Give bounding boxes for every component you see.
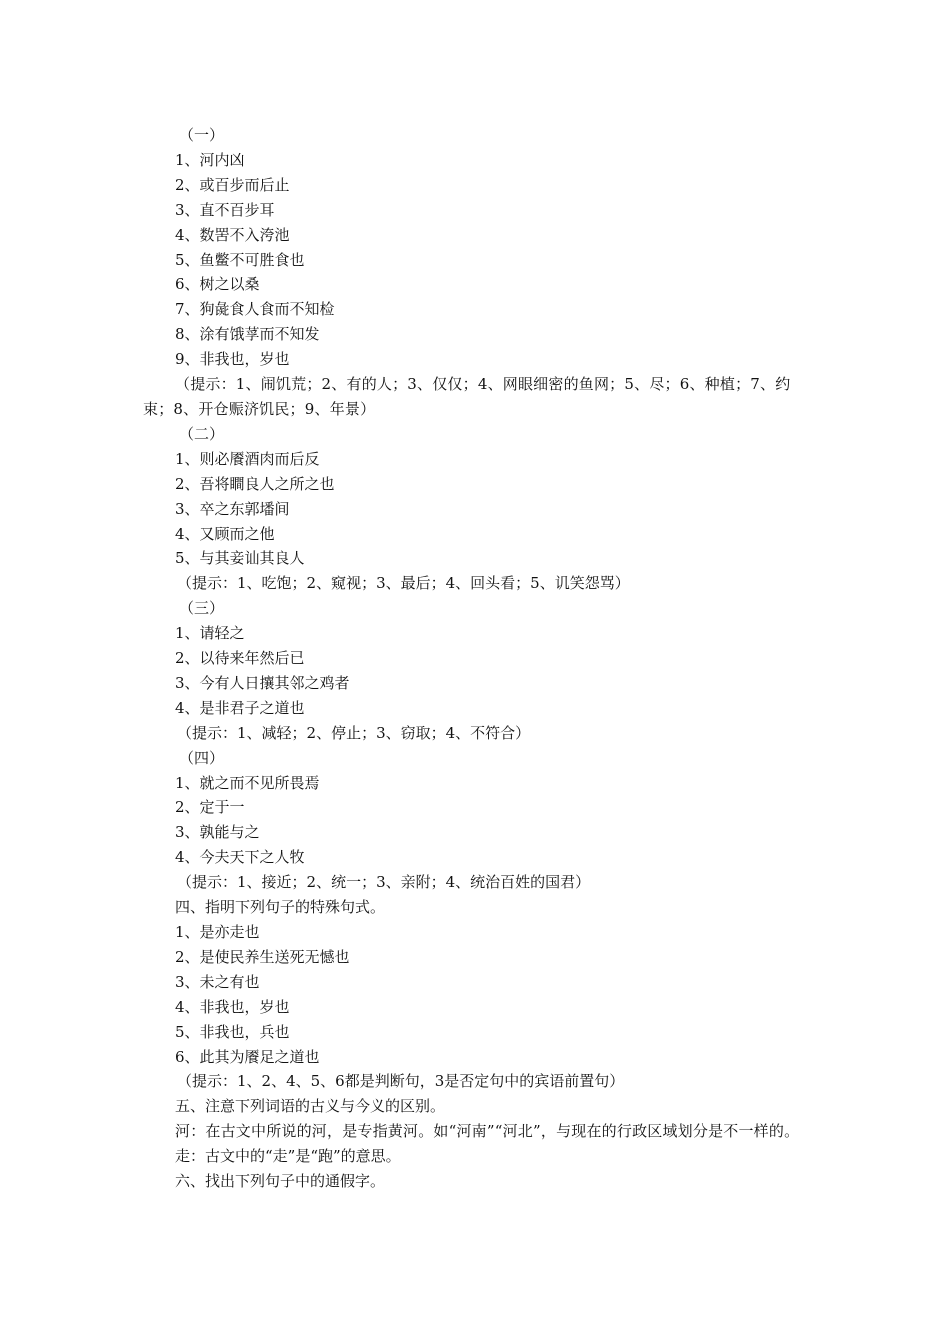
- list-item: 4、非我也，岁也: [175, 997, 290, 1016]
- section-heading: （四）: [179, 748, 225, 767]
- list-item: 3、直不百步耳: [175, 200, 275, 219]
- list-item: 2、定于一: [175, 798, 245, 817]
- hint-paragraph: （提示：1、2、4、5、6都是判断句，3是否定句中的宾语前置句）: [177, 1072, 625, 1091]
- list-item: 4、数罟不入洿池: [175, 225, 290, 244]
- list-item: 2、以待来年然后已: [175, 649, 305, 668]
- list-item: 8、涂有饿莩而不知发: [175, 325, 320, 344]
- list-item: 1、河内凶: [175, 150, 245, 169]
- list-item: 2、吾将瞷良人之所之也: [175, 474, 335, 493]
- list-item: 五、注意下列词语的古义与今义的区别。: [175, 1097, 446, 1116]
- hint-paragraph: （提示：1、吃饱；2、窥视；3、最后；4、回头看；5、讥笑怨骂）: [177, 574, 630, 593]
- list-item: 4、今夫天下之人牧: [175, 848, 305, 867]
- list-item: 2、是使民养生送死无憾也: [175, 947, 350, 966]
- list-item: 5、与其妾讪其良人: [175, 549, 305, 568]
- list-item: 5、鱼鳖不可胜食也: [175, 250, 305, 269]
- list-item: 走：古文中的“走”是“跑”的意思。: [175, 1147, 401, 1166]
- hint-paragraph: 河：在古文中所说的河，是专指黄河。如“河南”“河北”，与现在的行政区域划分是不一样的。: [175, 1122, 800, 1141]
- list-item: 3、卒之东郭墦间: [175, 499, 290, 518]
- list-item: 3、未之有也: [175, 972, 260, 991]
- hint-paragraph: （提示：1、接近；2、统一；3、亲附；4、统治百姓的国君）: [177, 873, 591, 892]
- document-body: [143, 123, 813, 1194]
- list-item: 4、是非君子之道也: [175, 698, 305, 717]
- list-item: 5、非我也，兵也: [175, 1022, 290, 1041]
- section-heading: （三）: [179, 599, 225, 618]
- list-item: 2、或百步而后止: [175, 175, 290, 194]
- list-item: 1、就之而不见所畏焉: [175, 773, 320, 792]
- list-item: 6、此其为餍足之道也: [175, 1047, 320, 1066]
- section-heading: （二）: [179, 424, 225, 443]
- hint-paragraph: （提示：1、减轻；2、停止；3、窃取；4、不符合）: [177, 723, 531, 742]
- list-item: 3、孰能与之: [175, 823, 260, 842]
- list-item: 1、则必餍酒肉而后反: [175, 449, 320, 468]
- list-item: 六、找出下列句子中的通假字。: [175, 1172, 386, 1191]
- list-item: 四、指明下列句子的特殊句式。: [175, 898, 386, 917]
- list-item: 1、是亦走也: [175, 923, 260, 941]
- hint-paragraph: （提示：1、闹饥荒；2、有的人；3、仅仅；4、网眼细密的鱼网；5、尽；6、种植；7、约束；8、开仓赈济饥民；9、年景）: [143, 375, 791, 418]
- list-item: 4、又顾而之他: [175, 524, 275, 543]
- list-item: 1、请轻之: [175, 624, 245, 643]
- list-item: 6、树之以桑: [175, 275, 260, 294]
- section-heading: （一）: [179, 126, 225, 144]
- list-item: 7、狗彘食人食而不知检: [175, 300, 335, 319]
- list-item: 3、今有人日攘其邻之鸡者: [175, 673, 350, 692]
- list-item: 9、非我也，岁也: [175, 350, 290, 369]
